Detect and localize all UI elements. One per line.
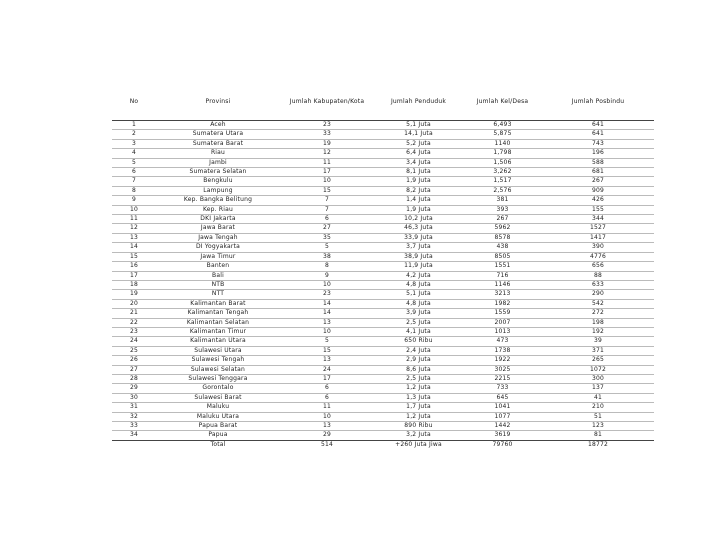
cell-posbindu: 155 [591, 205, 605, 213]
cell-no: 26 [129, 356, 139, 364]
total-kelurahan: 79760 [463, 440, 542, 449]
header-kabupaten: Jumlah Kabupaten/Kota [280, 82, 374, 121]
cell-kelurahan: 1738 [494, 346, 511, 354]
cell-kabupaten: 6 [324, 393, 330, 401]
cell-provinsi: NTT [211, 290, 225, 298]
cell-no: 12 [129, 224, 139, 232]
cell-kabupaten: 23 [322, 290, 332, 298]
table-header-row [112, 82, 654, 121]
cell-penduduk: 2,4 Juta [406, 346, 431, 354]
cell-penduduk: 2,5 Juta [406, 318, 431, 326]
cell-posbindu: 137 [591, 384, 605, 392]
cell-penduduk: 3,2 Juta [406, 431, 431, 439]
cell-penduduk: 8,2 Juta [406, 186, 431, 194]
cell-kelurahan: 1559 [494, 309, 511, 317]
cell-no: 3 [131, 139, 137, 147]
cell-kabupaten: 13 [322, 356, 332, 364]
cell-no: 18 [129, 280, 139, 288]
cell-provinsi: Kalimantan Tengah [187, 309, 249, 317]
cell-kabupaten: 6 [324, 384, 330, 392]
cell-provinsi: Sumatera Barat [192, 139, 244, 147]
cell-penduduk: 5,2 Juta [406, 139, 431, 147]
cell-kelurahan: 733 [496, 384, 509, 392]
header-no: No [112, 82, 156, 121]
cell-no: 14 [129, 243, 139, 251]
cell-kabupaten: 10 [322, 412, 332, 420]
cell-kabupaten: 10 [322, 280, 332, 288]
cell-posbindu: 198 [591, 318, 605, 326]
total-no-cell [112, 440, 156, 449]
cell-posbindu: 633 [591, 280, 605, 288]
cell-kabupaten: 27 [322, 224, 332, 232]
table-row [112, 196, 654, 205]
cell-kelurahan: 473 [496, 337, 509, 345]
cell-kelurahan: 1922 [494, 356, 511, 364]
cell-kelurahan: 3619 [494, 431, 511, 439]
cell-provinsi: Papua [208, 431, 228, 439]
header-posbindu: Jumlah Posbindu [542, 82, 654, 121]
cell-posbindu: 542 [591, 299, 605, 307]
table-row [112, 205, 654, 214]
cell-provinsi: Sulawesi Selatan [190, 365, 246, 373]
cell-provinsi: Sumatera Selatan [189, 168, 247, 176]
cell-penduduk: 4,2 Juta [406, 271, 431, 279]
table-row [112, 121, 654, 130]
cell-penduduk: 1,9 Juta [406, 177, 431, 185]
cell-provinsi: Banten [206, 262, 230, 270]
cell-kabupaten: 10 [322, 327, 332, 335]
cell-kelurahan: 5962 [494, 224, 511, 232]
table-row [112, 130, 654, 139]
cell-kabupaten: 7 [324, 205, 330, 213]
table-row [112, 168, 654, 177]
cell-penduduk: 10,2 Juta [404, 215, 433, 223]
cell-kelurahan: 1,506 [493, 158, 512, 166]
cell-no: 1 [131, 121, 137, 128]
cell-provinsi: Kalimantan Utara [190, 337, 246, 345]
cell-kelurahan: 381 [496, 196, 509, 204]
cell-provinsi: Kalimantan Selatan [186, 318, 250, 326]
cell-no: 11 [129, 215, 139, 223]
cell-no: 31 [129, 403, 139, 411]
cell-kabupaten: 5 [324, 243, 330, 251]
table-row [112, 224, 654, 233]
table-row [112, 365, 654, 374]
cell-posbindu: 588 [591, 158, 605, 166]
table-row [112, 374, 654, 383]
cell-provinsi: NTB [211, 280, 225, 288]
cell-kelurahan: 1442 [494, 422, 511, 429]
cell-kabupaten: 11 [322, 158, 332, 166]
table-row [112, 299, 654, 308]
table-row [112, 431, 654, 440]
total-penduduk: +260 Juta Jiwa [374, 440, 463, 449]
cell-penduduk: 1,3 Juta [406, 393, 431, 401]
cell-no: 20 [129, 299, 139, 307]
table-body [112, 121, 654, 441]
cell-kelurahan: 1077 [494, 412, 511, 420]
cell-kelurahan: 1041 [494, 403, 511, 411]
cell-penduduk: 5,1 Juta [406, 290, 431, 298]
cell-penduduk: 8,1 Juta [406, 168, 431, 176]
cell-kelurahan: 1551 [494, 262, 511, 270]
cell-kelurahan: 1140 [494, 139, 511, 147]
cell-provinsi: Jambi [209, 158, 227, 166]
cell-kabupaten: 17 [322, 168, 332, 176]
cell-kabupaten: 9 [324, 271, 330, 279]
cell-kelurahan: 2,576 [493, 186, 512, 194]
cell-kabupaten: 23 [322, 121, 332, 128]
cell-posbindu: 272 [591, 309, 605, 317]
cell-kabupaten: 14 [322, 309, 332, 317]
total-label: Total [156, 440, 280, 449]
table-row [112, 252, 654, 261]
cell-posbindu: 39 [593, 337, 603, 345]
cell-posbindu: 300 [591, 374, 605, 382]
cell-kelurahan: 3025 [494, 365, 511, 373]
cell-posbindu: 265 [591, 356, 605, 364]
cell-kelurahan: 438 [496, 243, 509, 251]
cell-no: 32 [129, 412, 139, 420]
cell-penduduk: 46,3 Juta [404, 224, 433, 232]
table-row [112, 384, 654, 393]
cell-provinsi: Riau [210, 149, 226, 157]
table-row [112, 186, 654, 195]
table-row [112, 318, 654, 327]
posbindu-data-table [112, 82, 654, 449]
cell-no: 5 [131, 158, 137, 166]
cell-kelurahan: 1,798 [493, 149, 512, 157]
cell-no: 23 [129, 327, 139, 335]
cell-penduduk: 2,9 Juta [406, 356, 431, 364]
cell-kelurahan: 2007 [494, 318, 511, 326]
table-row [112, 158, 654, 167]
cell-provinsi: Gorontalo [202, 384, 234, 392]
table-row [112, 412, 654, 421]
cell-penduduk: 38,9 Juta [404, 252, 433, 260]
cell-no: 27 [129, 365, 139, 373]
cell-provinsi: DI Yogyakarta [195, 243, 240, 251]
cell-no: 2 [131, 130, 137, 138]
cell-penduduk: 2,5 Juta [406, 374, 431, 382]
cell-kelurahan: 393 [496, 205, 509, 213]
cell-provinsi: Kep. Bangka Belitung [183, 196, 253, 204]
cell-penduduk: 14,1 Juta [404, 130, 433, 138]
cell-penduduk: 650 Ribu [404, 337, 433, 345]
cell-no: 10 [129, 205, 139, 213]
cell-no: 22 [129, 318, 139, 326]
cell-no: 15 [129, 252, 139, 260]
table-row [112, 337, 654, 346]
cell-provinsi: Sumatera Utara [192, 130, 244, 138]
cell-penduduk: 3,9 Juta [406, 309, 431, 317]
cell-penduduk: 4,1 Juta [406, 327, 431, 335]
cell-kabupaten: 15 [322, 346, 332, 354]
cell-kabupaten: 24 [322, 365, 332, 373]
cell-no: 29 [129, 384, 139, 392]
cell-posbindu: 81 [593, 431, 603, 439]
cell-posbindu: 210 [591, 403, 605, 411]
cell-provinsi: Jawa Timur [200, 252, 236, 260]
cell-provinsi: Maluku [206, 403, 230, 411]
cell-no: 34 [129, 431, 139, 439]
cell-no: 33 [129, 422, 139, 429]
table-row [112, 290, 654, 299]
cell-penduduk: 5,1 Juta [406, 121, 431, 128]
cell-posbindu: 743 [591, 139, 605, 147]
cell-no: 16 [129, 262, 139, 270]
table-row [112, 309, 654, 318]
table-row [112, 403, 654, 412]
cell-posbindu: 267 [591, 177, 605, 185]
cell-posbindu: 641 [591, 121, 605, 128]
table-row [112, 233, 654, 242]
cell-posbindu: 641 [591, 130, 605, 138]
cell-posbindu: 196 [591, 149, 605, 157]
cell-kelurahan: 6,493 [493, 121, 512, 128]
cell-provinsi: Maluku Utara [196, 412, 240, 420]
cell-posbindu: 4776 [589, 252, 607, 260]
cell-no: 13 [129, 233, 139, 241]
cell-provinsi: Bali [212, 271, 224, 279]
cell-kelurahan: 267 [496, 215, 509, 223]
header-penduduk: Jumlah Penduduk [374, 82, 463, 121]
cell-posbindu: 290 [591, 290, 605, 298]
cell-provinsi: Sulawesi Barat [194, 393, 242, 401]
table-row [112, 271, 654, 280]
cell-provinsi: Lampung [203, 186, 233, 194]
cell-penduduk: 4,8 Juta [406, 280, 431, 288]
cell-posbindu: 390 [591, 243, 605, 251]
table-row [112, 393, 654, 402]
table-row [112, 243, 654, 252]
cell-penduduk: 1,4 Juta [406, 196, 431, 204]
cell-posbindu: 192 [591, 327, 605, 335]
cell-kelurahan: 1013 [494, 327, 511, 335]
cell-kelurahan: 8505 [494, 252, 511, 260]
cell-no: 30 [129, 393, 139, 401]
cell-kabupaten: 6 [324, 215, 330, 223]
cell-kabupaten: 7 [324, 196, 330, 204]
cell-provinsi: Sulawesi Tengah [191, 356, 245, 364]
table-row [112, 327, 654, 336]
cell-posbindu: 88 [593, 271, 603, 279]
cell-provinsi: Jawa Tengah [198, 233, 238, 241]
cell-no: 6 [131, 168, 137, 176]
cell-penduduk: 6,4 Juta [406, 149, 431, 157]
cell-penduduk: 11,9 Juta [404, 262, 433, 270]
cell-kelurahan: 1982 [494, 299, 511, 307]
cell-no: 24 [129, 337, 139, 345]
cell-no: 19 [129, 290, 139, 298]
cell-kabupaten: 29 [322, 431, 332, 439]
cell-kelurahan: 1,517 [493, 177, 512, 185]
cell-posbindu: 681 [591, 168, 605, 176]
cell-kabupaten: 13 [322, 318, 332, 326]
cell-kabupaten: 19 [322, 139, 332, 147]
cell-no: 8 [131, 186, 137, 194]
cell-kelurahan: 3213 [494, 290, 511, 298]
cell-kelurahan: 5,875 [493, 130, 512, 138]
cell-posbindu: 123 [591, 422, 605, 429]
cell-no: 7 [131, 177, 137, 185]
cell-posbindu: 656 [591, 262, 605, 270]
cell-penduduk: 890 Ribu [404, 422, 433, 429]
cell-kabupaten: 14 [322, 299, 332, 307]
cell-posbindu: 51 [593, 412, 603, 420]
cell-penduduk: 1,9 Juta [406, 205, 431, 213]
cell-provinsi: Aceh [210, 121, 226, 128]
cell-penduduk: 1,7 Juta [406, 403, 431, 411]
table-row [112, 139, 654, 148]
cell-kelurahan: 8578 [494, 233, 511, 241]
table-row [112, 215, 654, 224]
cell-posbindu: 1417 [589, 233, 607, 241]
cell-kelurahan: 645 [496, 393, 509, 401]
cell-kelurahan: 716 [496, 271, 509, 279]
cell-penduduk: 33,9 Juta [404, 233, 433, 241]
cell-penduduk: 3,4 Juta [406, 158, 431, 166]
cell-kabupaten: 8 [324, 262, 330, 270]
total-row [112, 440, 654, 449]
cell-kelurahan: 2215 [494, 374, 511, 382]
cell-provinsi: DKI Jakarta [200, 215, 236, 223]
table-row [112, 177, 654, 186]
cell-no: 17 [129, 271, 139, 279]
cell-posbindu: 1072 [589, 365, 607, 373]
cell-posbindu: 344 [591, 215, 605, 223]
cell-kabupaten: 35 [322, 233, 332, 241]
cell-no: 4 [131, 149, 137, 157]
cell-provinsi: Sulawesi Tenggara [188, 374, 248, 382]
cell-posbindu: 1527 [589, 224, 607, 232]
table-row [112, 149, 654, 158]
cell-no: 21 [129, 309, 139, 317]
cell-posbindu: 426 [591, 196, 605, 204]
cell-kabupaten: 11 [322, 403, 332, 411]
table-row [112, 262, 654, 271]
cell-penduduk: 8,6 Juta [406, 365, 431, 373]
total-posbindu: 18772 [542, 440, 654, 449]
cell-penduduk: 3,7 Juta [406, 243, 431, 251]
header-kelurahan: Jumlah Kel/Desa [463, 82, 542, 121]
table-row [112, 356, 654, 365]
cell-provinsi: Kalimantan Timur [189, 327, 247, 335]
cell-provinsi: Kep. Riau [202, 205, 234, 213]
cell-penduduk: 1,2 Juta [406, 384, 431, 392]
cell-kelurahan: 3,262 [493, 168, 512, 176]
cell-kelurahan: 1146 [494, 280, 511, 288]
cell-posbindu: 909 [591, 186, 605, 194]
table-row [112, 422, 654, 431]
cell-no: 28 [129, 374, 139, 382]
cell-no: 25 [129, 346, 139, 354]
cell-kabupaten: 15 [322, 186, 332, 194]
cell-posbindu: 41 [593, 393, 603, 401]
cell-no: 9 [131, 196, 137, 204]
cell-posbindu: 371 [591, 346, 605, 354]
cell-kabupaten: 12 [322, 149, 332, 157]
cell-provinsi: Papua Barat [198, 422, 238, 429]
cell-kabupaten: 13 [322, 422, 332, 429]
cell-penduduk: 1,2 Juta [406, 412, 431, 420]
cell-kabupaten: 38 [322, 252, 332, 260]
header-provinsi: Provinsi [156, 82, 280, 121]
cell-provinsi: Kalimantan Barat [190, 299, 246, 307]
cell-provinsi: Sulawesi Utara [194, 346, 242, 354]
total-kabupaten: 514 [280, 440, 374, 449]
table-row [112, 346, 654, 355]
cell-kabupaten: 5 [324, 337, 330, 345]
table-row [112, 280, 654, 289]
cell-provinsi: Jawa Barat [200, 224, 236, 232]
cell-provinsi: Bengkulu [203, 177, 233, 185]
cell-penduduk: 4,8 Juta [406, 299, 431, 307]
cell-kabupaten: 33 [322, 130, 332, 138]
cell-kabupaten: 10 [322, 177, 332, 185]
cell-kabupaten: 17 [322, 374, 332, 382]
